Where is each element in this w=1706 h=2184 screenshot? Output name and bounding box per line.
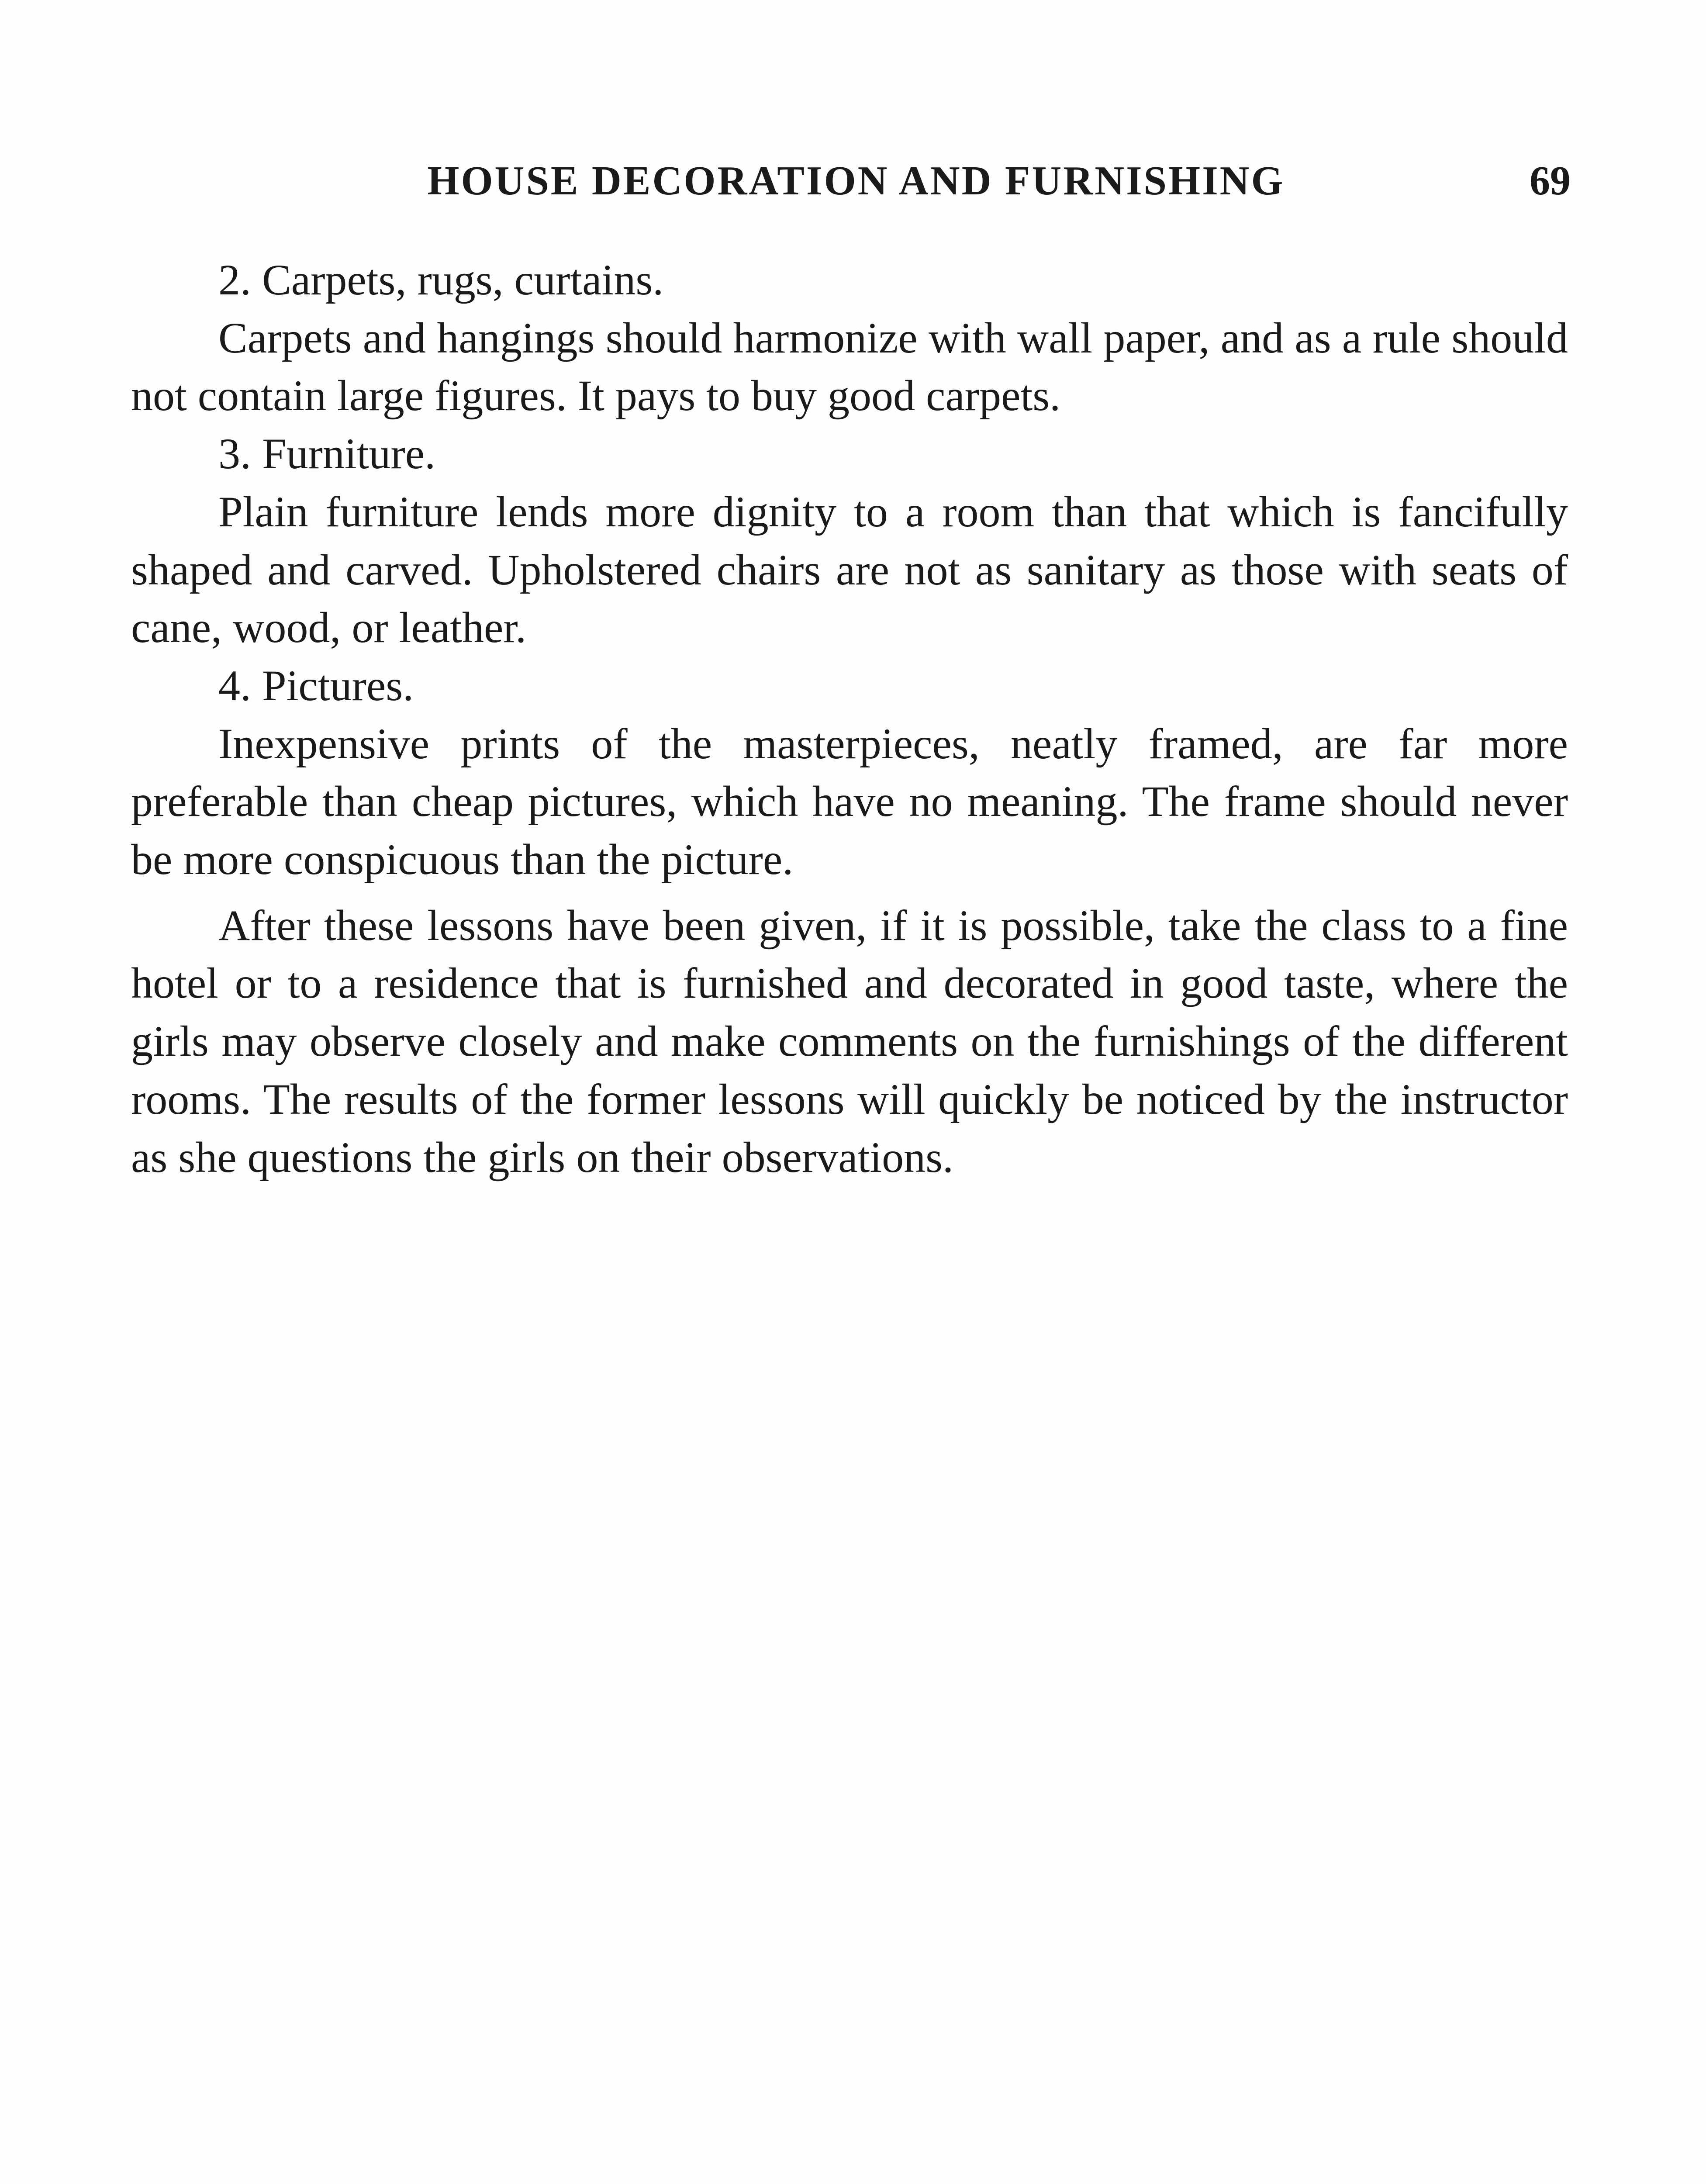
running-head: HOUSE DECORATION AND FURNISHING bbox=[427, 158, 1285, 204]
paragraph-pictures: Inexpensive prints of the masterpieces, neatly framed, are far more preferable than cheap pictures, which have no meaning. The frame should never be more conspicuous than the picture. bbox=[131, 719, 1568, 884]
body-text bbox=[131, 251, 1568, 1186]
page-number: 69 bbox=[1530, 158, 1571, 204]
paragraph-after-lessons: After these lessons have been given, if it is possible, take the class to a fine hotel or to a residence that is furnished and decorated in good taste, where the girls may observe closely and make comments on the furnishings of the different rooms. The results of the former lessons will quickly be noticed by the instructor as she questions the girls on their observations. bbox=[131, 901, 1568, 1182]
list-item-carpets-heading: 2. Carpets, rugs, curtains. bbox=[218, 256, 664, 304]
paragraph-furniture: Plain furniture lends more dignity to a room than that which is fancifully shaped and carved. Upholstered chairs are not as sanitary as those with seats of cane, wood, or leather. bbox=[131, 487, 1568, 652]
paragraph-carpets: Carpets and hangings should harmonize with wall paper, and as a rule should not contain large figures. It pays to buy good carpets. bbox=[131, 313, 1568, 420]
list-item-furniture-heading: 3. Furniture. bbox=[218, 429, 436, 478]
list-item-pictures-heading: 4. Pictures. bbox=[218, 661, 414, 710]
page-header bbox=[0, 157, 1706, 218]
